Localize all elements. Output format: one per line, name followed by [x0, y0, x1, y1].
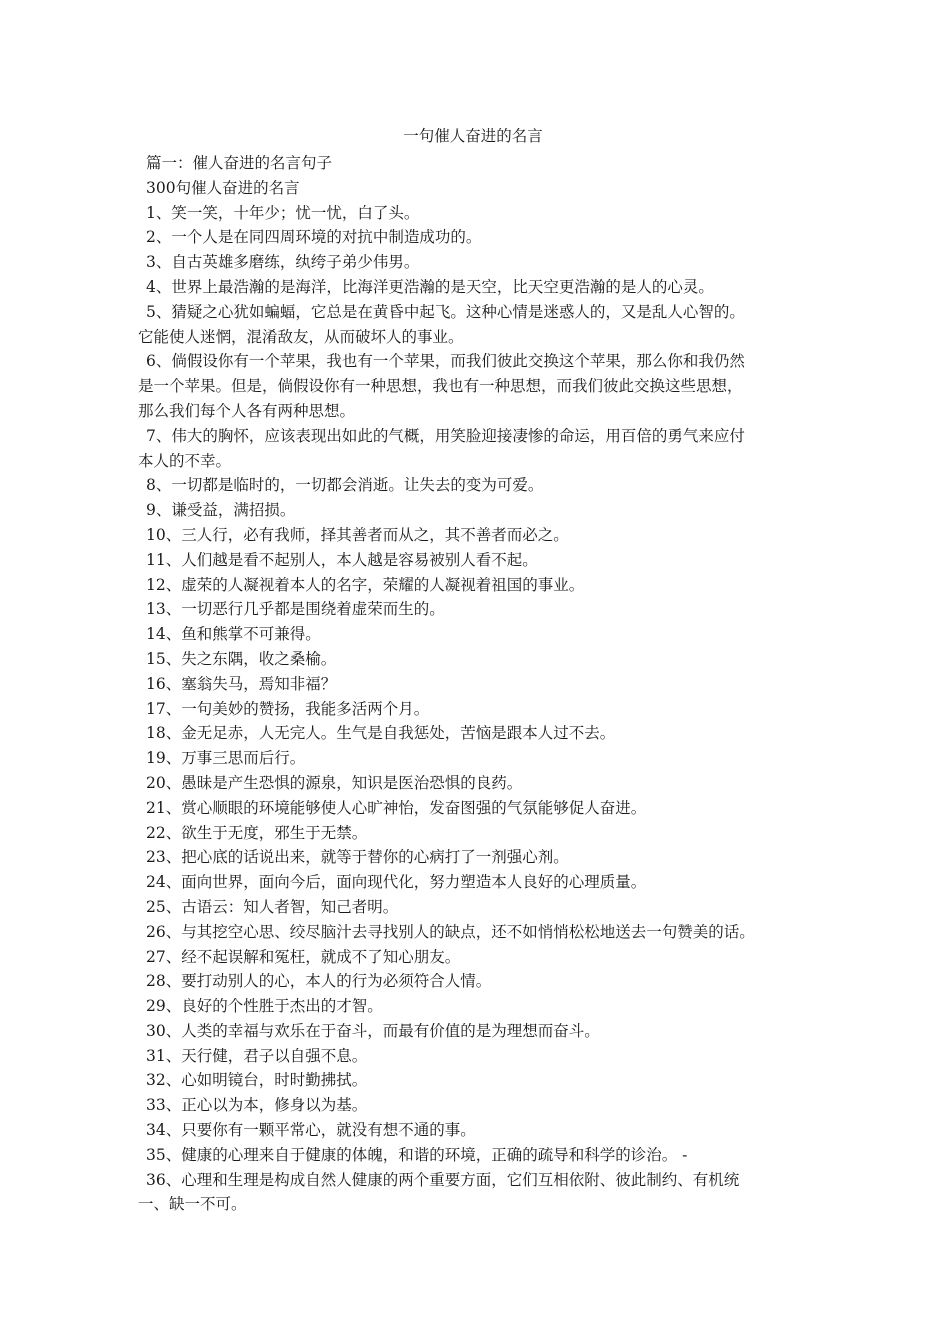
quote-line: 9、谦受益，满招损。: [146, 501, 296, 520]
quote-paragraph: [138, 697, 808, 722]
quote-paragraph: [138, 1019, 808, 1044]
quote-line: 30、人类的幸福与欢乐在于奋斗，而最有价值的是为理想而奋斗。: [146, 1021, 600, 1040]
quote-line: 19、万事三思而后行。: [146, 749, 306, 768]
quote-paragraph: [138, 1168, 808, 1218]
quote-paragraph: [138, 845, 808, 870]
quote-paragraph: [138, 424, 808, 474]
quote-line: 4、世界上最浩瀚的是海洋，比海洋更浩瀚的是天空，比天空更浩瀚的是人的心灵。: [146, 277, 714, 296]
quote-paragraph: [138, 945, 808, 970]
quote-line-continued: 本人的不幸。: [138, 451, 232, 470]
document-title: 一句催人奋进的名言: [403, 127, 543, 145]
quote-line: 13、一切恶行几乎都是围绕着虚荣而生的。: [146, 600, 445, 619]
quote-paragraph: [138, 225, 808, 250]
quote-line-continued: 是一个苹果。但是，倘假设你有一种思想，我也有一种思想，而我们彼此交换这些思想，: [138, 377, 743, 396]
quote-paragraph: [138, 1068, 808, 1093]
quote-paragraph: [138, 721, 808, 746]
quote-paragraph: [138, 523, 808, 548]
quote-paragraph: [138, 473, 808, 498]
quote-paragraph: [138, 796, 808, 821]
quote-line: 12、虚荣的人凝视着本人的名字，荣耀的人凝视着祖国的事业。: [146, 575, 585, 594]
quote-paragraph: [138, 870, 808, 895]
quote-line: 32、心如明镜台，时时勤拂拭。: [146, 1071, 368, 1090]
quote-paragraph: [138, 672, 808, 697]
quote-line: 24、面向世界，面向今后，面向现代化，努力塑造本人良好的心理质量。: [146, 873, 647, 892]
quote-line: 36、心理和生理是构成自然人健康的两个重要方面，它们互相依附、彼此制约、有机统: [146, 1170, 740, 1189]
section-subtitle: 篇一：催人奋进的名言句子: [146, 154, 333, 172]
quote-line: 35、健康的心理来自于健康的体魄，和谐的环境，正确的疏导和科学的诊治。 -: [146, 1145, 688, 1164]
quote-line: 21、赏心顺眼的环境能够使人心旷神怡，发奋图强的气氛能够促人奋进。: [146, 798, 647, 817]
quote-line: 3、自古英雄多磨练，纨绔子弟少伟男。: [146, 253, 420, 272]
quote-line: 6、倘假设你有一个苹果，我也有一个苹果，而我们彼此交换这个苹果，那么你和我仍然: [146, 352, 745, 371]
quote-paragraph: [138, 275, 808, 300]
quote-line: 2、一个人是在同四周环境的对抗中制造成功的。: [146, 228, 482, 247]
quote-paragraph: [138, 250, 808, 275]
quote-line: 28、要打动别人的心，本人的行为必须符合人情。: [146, 972, 492, 991]
quote-line: 17、一句美妙的赞扬，我能多活两个月。: [146, 699, 430, 718]
quote-line: 1、笑一笑，十年少；忧一忧，白了头。: [146, 203, 420, 222]
quote-line: 10、三人行，必有我师，择其善者而从之，其不善者而必之。: [146, 525, 569, 544]
quote-line: 29、良好的个性胜于杰出的才智。: [146, 997, 383, 1016]
quote-line: 23、把心底的话说出来，就等于替你的心病打了一剂强心剂。: [146, 848, 569, 867]
quote-list: [138, 201, 808, 1218]
quote-paragraph: [138, 969, 808, 994]
quote-line: 8、一切都是临时的，一切都会消逝。让失去的变为可爱。: [146, 476, 544, 495]
quote-paragraph: [138, 1118, 808, 1143]
quote-paragraph: [138, 1093, 808, 1118]
section-heading: 300句催人奋进的名言: [146, 178, 300, 197]
quote-line: 22、欲生于无度，邪生于无禁。: [146, 823, 368, 842]
quote-paragraph: [138, 573, 808, 598]
quote-line: 15、失之东隅，收之桑榆。: [146, 649, 337, 668]
quote-paragraph: [138, 647, 808, 672]
quote-line: 20、愚昧是产生恐惧的源泉，知识是医治恐惧的良药。: [146, 773, 523, 792]
quote-paragraph: [138, 597, 808, 622]
quote-line: 25、古语云：知人者智，知己者明。: [146, 897, 399, 916]
quote-line: 33、正心以为本，修身以为基。: [146, 1096, 368, 1115]
document-page: [138, 124, 808, 1217]
quote-line: 5、猜疑之心犹如蝙蝠，它总是在黄昏中起飞。这种心情是迷惑人的，又是乱人心智的。: [146, 302, 745, 321]
quote-paragraph: [138, 746, 808, 771]
quote-paragraph: [138, 920, 808, 945]
quote-line: 16、塞翁失马，焉知非福？: [146, 674, 337, 693]
quote-line: 14、鱼和熊掌不可兼得。: [146, 625, 321, 644]
quote-paragraph: [138, 895, 808, 920]
quote-paragraph: [138, 548, 808, 573]
quote-paragraph: [138, 1143, 808, 1168]
quote-paragraph: [138, 622, 808, 647]
quote-line-continued: 那么我们每个人各有两种思想。: [138, 401, 356, 420]
quote-paragraph: [138, 771, 808, 796]
quote-paragraph: [138, 201, 808, 226]
quote-line: 31、天行健，君子以自强不息。: [146, 1046, 368, 1065]
quote-paragraph: [138, 498, 808, 523]
quote-paragraph: [138, 994, 808, 1019]
quote-paragraph: [138, 1044, 808, 1069]
quote-line: 27、经不起误解和冤枉，就成不了知心朋友。: [146, 947, 461, 966]
quote-paragraph: [138, 821, 808, 846]
quote-line-continued: 它能使人迷惘，混淆敌友，从而破坏人的事业。: [138, 327, 464, 346]
quote-line: 26、与其挖空心思、绞尽脑汁去寻找别人的缺点，还不如悄悄松松地送去一句赞美的话。: [146, 922, 755, 941]
quote-paragraph: [138, 349, 808, 423]
quote-line-continued: 一、缺一不可。: [138, 1195, 247, 1214]
quote-line: 7、伟大的胸怀，应该表现出如此的气概，用笑脸迎接凄惨的命运，用百倍的勇气来应付: [146, 426, 745, 445]
quote-line: 34、只要你有一颗平常心，就没有想不通的事。: [146, 1121, 476, 1140]
quote-paragraph: [138, 300, 808, 350]
quote-line: 18、金无足赤，人无完人。生气是自我惩处，苦恼是跟本人过不去。: [146, 724, 616, 743]
quote-line: 11、人们越是看不起别人，本人越是容易被别人看不起。: [146, 550, 538, 569]
